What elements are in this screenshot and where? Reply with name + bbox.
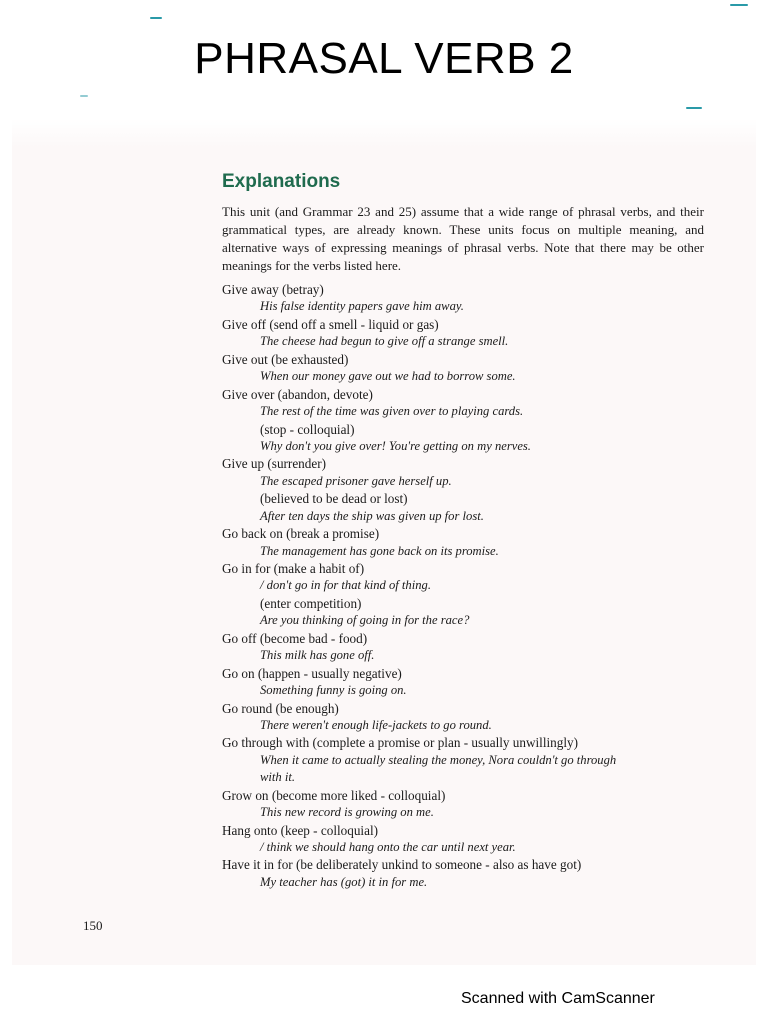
verb-entry: Go round (be enough): [222, 700, 339, 716]
example-sentence: The escaped prisoner gave herself up.: [260, 473, 452, 488]
alternate-meaning: (enter competition): [260, 595, 362, 611]
example-sentence: / think we should hang onto the car until next year.: [260, 840, 516, 854]
scan-speck: [686, 107, 702, 109]
scan-speck: [730, 4, 748, 6]
example-continuation: with it.: [260, 770, 295, 785]
verb-entry: Have it in for (be deliberately unkind to someone - also as have got): [222, 857, 582, 873]
example-sentence: My teacher has (got) it in for me.: [260, 874, 428, 889]
example-sentence: Why don't you give over! You're getting on my nerves.: [260, 438, 531, 453]
page-number: 150: [83, 918, 103, 933]
example-sentence: This new record is growing on me.: [260, 805, 434, 820]
verb-entry: Give over (abandon, devote): [222, 386, 373, 402]
verb-entry: Go on (happen - usually negative): [222, 665, 402, 681]
verb-entry: Give off (send off a smell - liquid or gas): [222, 316, 439, 332]
example-sentence: When it came to actually stealing the money, Nora couldn't go through: [260, 752, 617, 767]
camscanner-watermark: Scanned with CamScanner: [461, 990, 655, 1007]
example-sentence: After ten days the ship was given up for lost.: [260, 508, 484, 523]
section-heading: Explanations: [222, 171, 341, 192]
verb-entry: Give up (surrender): [222, 456, 326, 472]
verb-entry: Go back on (break a promise): [222, 526, 380, 542]
example-sentence: His false identity papers gave him away.: [260, 299, 464, 314]
verb-entry: Go in for (make a habit of): [222, 561, 365, 576]
intro-paragraph: This unit (and Grammar 23 and 25) assume that a wide range of phrasal verbs, and their grammatical types, are already known. These units focus on multiple meaning, and alternative ways of expressing meanings of phrasal verbs. Note that there may be other meanings for the verbs listed here.: [222, 204, 704, 273]
alternate-meaning: (believed to be dead or lost): [260, 491, 408, 507]
verb-entry: Hang onto (keep - colloquial): [222, 822, 379, 838]
alternate-meaning: (stop - colloquial): [260, 421, 355, 437]
scan-speck: [150, 17, 162, 19]
example-sentence: Something funny is going on.: [260, 683, 407, 698]
scan-speck: [80, 95, 88, 97]
phrasal-verb-list: [222, 281, 692, 891]
example-sentence: / don't go in for that kind of thing.: [260, 578, 431, 593]
example-sentence: There weren't enough life-jackets to go round.: [260, 717, 492, 732]
verb-entry: Grow on (become more liked - colloquial): [222, 787, 446, 803]
verb-entry: Give out (be exhausted): [222, 351, 349, 367]
example-sentence: The cheese had begun to give off a strange smell.: [260, 334, 509, 349]
example-sentence: The management has gone back on its promise.: [260, 543, 499, 558]
page-title: PHRASAL VERB 2: [194, 34, 574, 83]
verb-entry: Go through with (complete a promise or plan - usually unwillingly): [222, 735, 578, 751]
example-sentence: This milk has gone off.: [260, 648, 375, 663]
verb-entry: Give away (betray): [222, 282, 324, 297]
verb-entry: Go off (become bad - food): [222, 630, 368, 646]
example-sentence: The rest of the time was given over to playing cards.: [260, 404, 524, 419]
example-sentence: When our money gave out we had to borrow some.: [260, 369, 516, 384]
example-sentence: Are you thinking of going in for the race?: [260, 613, 470, 628]
